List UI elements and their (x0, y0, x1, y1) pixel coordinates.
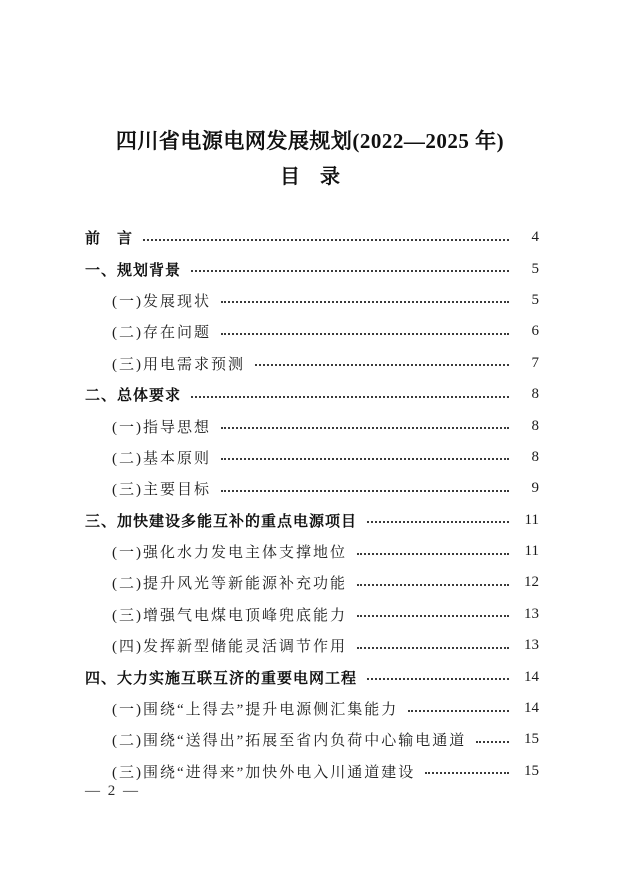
toc-entry-label: (一)发展现状 (112, 293, 211, 310)
toc-entry-label: (二)提升风光等新能源补充功能 (112, 576, 347, 593)
toc-entry (85, 724, 539, 755)
toc-entry-page: 15 (524, 731, 539, 748)
toc-entry-label: (三)用电需求预测 (112, 356, 245, 373)
toc-entry (85, 473, 539, 504)
toc-entry-label: (二)基本原则 (112, 450, 211, 467)
dot-leader (367, 678, 509, 680)
toc-entry-label: 二、总体要求 (85, 387, 182, 405)
dot-leader (221, 490, 509, 492)
toc-entry-label: (一)强化水力发电主体支撑地位 (112, 545, 347, 562)
toc-entry-page: 7 (531, 354, 539, 371)
toc-entry (85, 536, 539, 567)
toc-entry-page: 14 (524, 668, 539, 685)
toc-entry-label: (二)存在问题 (112, 325, 211, 342)
toc-entry (85, 442, 539, 473)
toc-entry-page: 9 (531, 480, 539, 497)
dot-leader (357, 553, 509, 555)
document-title: 四川省电源电网发展规划(2022—2025 年) (115, 129, 505, 153)
toc-entry (85, 661, 539, 692)
toc-entry-page: 8 (531, 448, 539, 465)
dot-leader (367, 521, 509, 523)
toc-entry-label: (一)围绕“上得去”提升电源侧汇集能力 (112, 702, 399, 719)
toc-entry-page: 8 (531, 417, 539, 434)
toc-entry-label: 前 言 (85, 230, 134, 248)
toc-entry-label: 四、大力实施互联互济的重要电网工程 (85, 669, 358, 687)
toc-entry-label: 一、规划背景 (85, 261, 182, 279)
dot-leader (143, 239, 509, 241)
toc-entry (85, 222, 539, 253)
toc-entry-page: 8 (531, 386, 539, 403)
toc-entry-page: 13 (524, 605, 539, 622)
toc-entry (85, 316, 539, 347)
toc-entry (85, 630, 539, 661)
toc-entry-page: 12 (524, 574, 539, 591)
toc-entry-label: (三)围绕“进得来”加快外电入川通道建设 (112, 764, 416, 781)
toc-entry-label: 三、加快建设多能互补的重点电源项目 (85, 512, 358, 530)
dot-leader (357, 647, 509, 649)
toc-entry-page: 6 (531, 323, 539, 340)
toc-entry-page: 5 (531, 291, 539, 308)
dot-leader (191, 396, 509, 398)
toc-entry-page: 14 (524, 700, 539, 717)
toc-entry-page: 11 (524, 543, 539, 560)
toc-entry (85, 285, 539, 316)
toc-heading: 目 录 (280, 166, 340, 189)
toc-entry (85, 505, 539, 536)
toc-entry (85, 599, 539, 630)
dot-leader (255, 364, 509, 366)
toc-entry-page: 13 (524, 637, 539, 654)
toc-list (85, 222, 539, 787)
toc-entry-label: (四)发挥新型储能灵活调节作用 (112, 639, 347, 656)
toc-entry-label: (一)指导思想 (112, 419, 211, 436)
dot-leader (221, 301, 509, 303)
dot-leader (357, 615, 509, 617)
toc-entry-page: 11 (524, 511, 539, 528)
dot-leader (425, 772, 509, 774)
toc-entry (85, 348, 539, 379)
toc-entry (85, 567, 539, 598)
dot-leader (221, 458, 509, 460)
toc-entry (85, 410, 539, 441)
toc-entry (85, 253, 539, 284)
toc-entry (85, 379, 539, 410)
toc-entry-label: (二)围绕“送得出”拓展至省内负荷中心输电通道 (112, 733, 467, 750)
toc-entry-label: (三)主要目标 (112, 482, 211, 499)
toc-entry-page: 5 (531, 260, 539, 277)
dot-leader (408, 710, 509, 712)
toc-entry-page: 15 (524, 762, 539, 779)
toc-entry-page: 4 (531, 229, 539, 246)
dot-leader (221, 333, 509, 335)
toc-entry-label: (三)增强气电煤电顶峰兜底能力 (112, 607, 347, 624)
dot-leader (357, 584, 509, 586)
toc-entry (85, 756, 539, 787)
page-number-footer: — 2 — (85, 783, 140, 799)
dot-leader (221, 427, 509, 429)
dot-leader (476, 741, 509, 743)
dot-leader (191, 270, 509, 272)
toc-entry (85, 693, 539, 724)
